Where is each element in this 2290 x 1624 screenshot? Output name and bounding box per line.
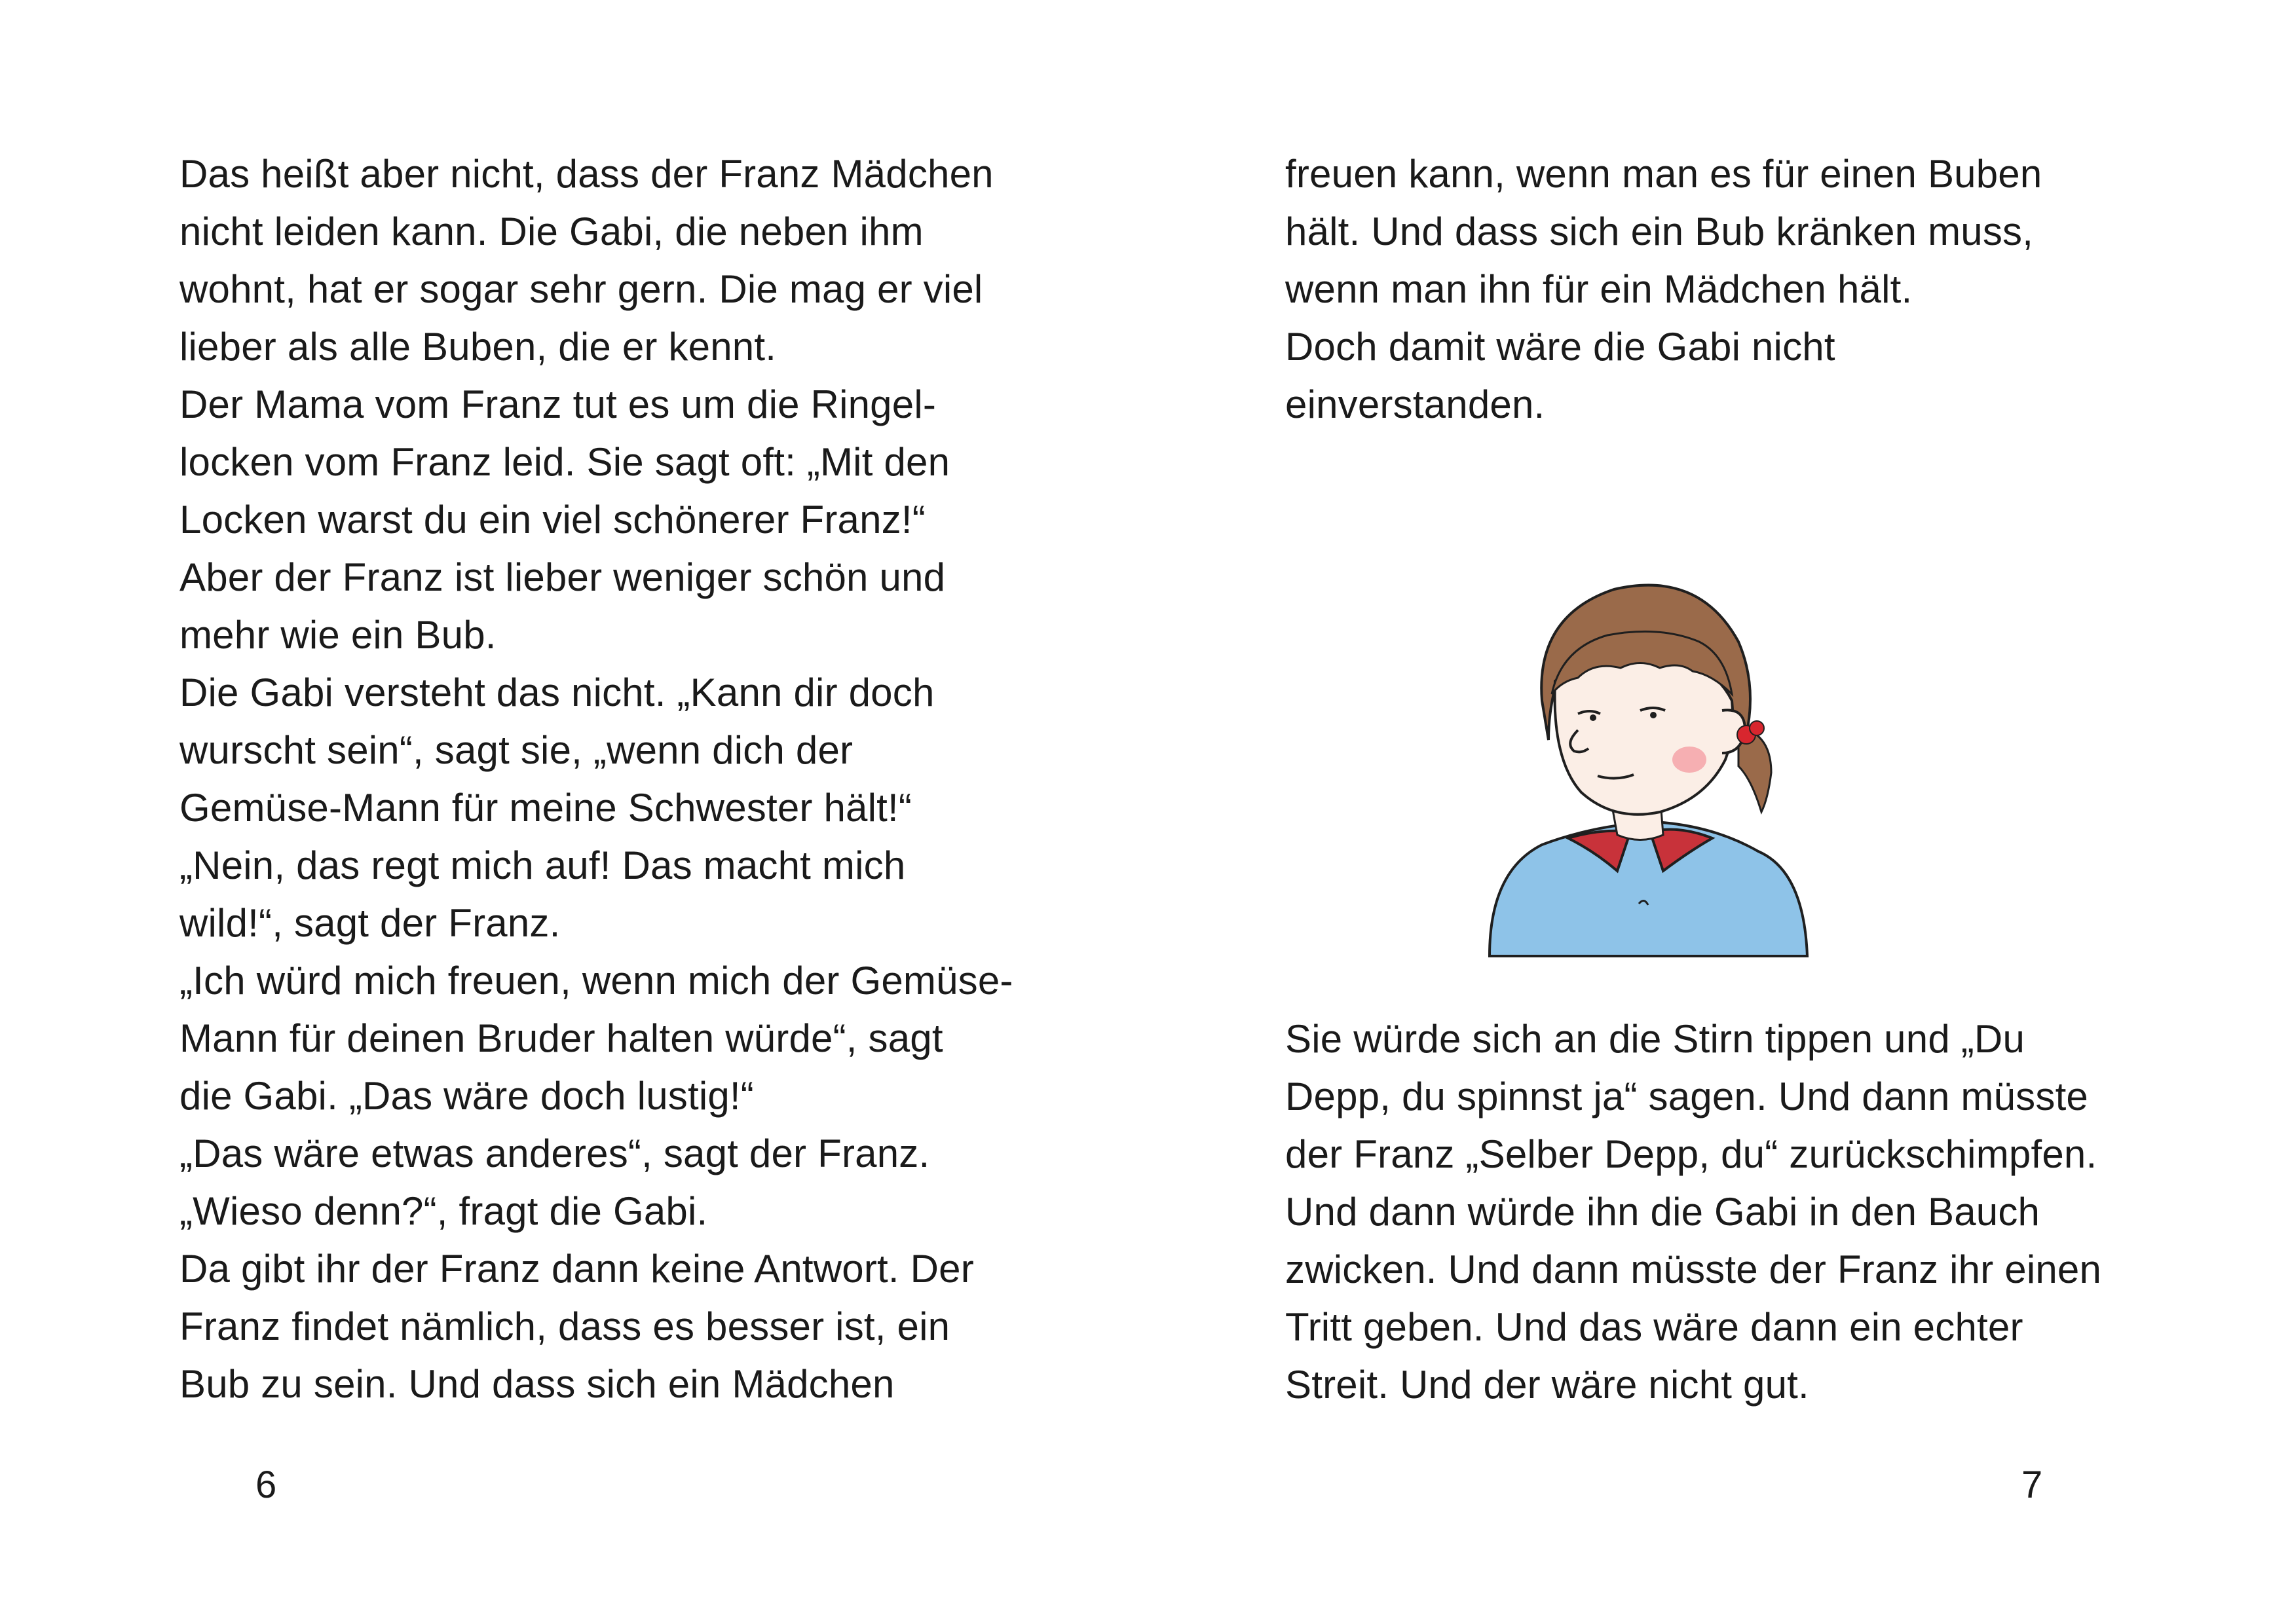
- text-line: Sie würde sich an die Stirn tippen und „Du: [1285, 1017, 2025, 1061]
- left-page-text: [179, 145, 1097, 1413]
- text-line: Und dann würde ihn die Gabi in den Bauch: [1285, 1190, 2040, 1234]
- hair-tie: [1750, 721, 1764, 735]
- page-number: 6: [255, 1464, 277, 1506]
- pupil-left: [1590, 714, 1596, 721]
- text-line: Tritt geben. Und das wäre dann ein echter: [1285, 1305, 2023, 1349]
- page-number: 7: [2021, 1464, 2043, 1506]
- text-line: Das heißt aber nicht, dass der Franz Mädchen: [179, 152, 994, 196]
- text-line: Bub zu sein. Und dass sich ein Mädchen: [179, 1362, 895, 1406]
- text-line: wild!“, sagt der Franz.: [179, 901, 561, 945]
- text-line: Da gibt ihr der Franz dann keine Antwort. Der: [179, 1247, 974, 1291]
- text-line: wenn man ihn für ein Mädchen hält.: [1285, 267, 1913, 311]
- text-line: Mann für deinen Bruder halten würde“, sagt: [179, 1016, 943, 1060]
- text-line: locken vom Franz leid. Sie sagt oft: „Mit den: [179, 440, 950, 484]
- text-line: wurscht sein“, sagt sie, „wenn dich der: [179, 728, 854, 772]
- text-line: Streit. Und der wäre nicht gut.: [1285, 1363, 1809, 1407]
- right-page: [1145, 0, 2290, 1624]
- text-line: lieber als alle Buben, die er kennt.: [179, 325, 777, 369]
- text-line: „Ich würd mich freuen, wenn mich der Gemüse-: [179, 959, 1013, 1003]
- text-line: freuen kann, wenn man es für einen Buben: [1285, 152, 2042, 196]
- text-line: der Franz „Selber Depp, du“ zurückschimpfen.: [1285, 1132, 2097, 1176]
- right-page-text-bottom: [1285, 1010, 2255, 1414]
- pupil-right: [1650, 712, 1657, 718]
- text-line: zwicken. Und dann müsste der Franz ihr einen: [1285, 1247, 2102, 1291]
- text-line: „Das wäre etwas anderes“, sagt der Franz.: [179, 1132, 930, 1175]
- face: [1555, 655, 1733, 815]
- text-line: einverstanden.: [1285, 382, 1545, 426]
- right-page-text-top: [1285, 145, 2215, 434]
- text-line: Die Gabi versteht das nicht. „Kann dir doch: [179, 671, 935, 714]
- text-line: Aber der Franz ist lieber weniger schön und: [179, 555, 946, 599]
- text-line: nicht leiden kann. Die Gabi, die neben ihm: [179, 210, 924, 253]
- text-line: Depp, du spinnst ja“ sagen. Und dann müsste: [1285, 1075, 2089, 1118]
- cheek: [1672, 747, 1706, 773]
- gabi-illustration: [1463, 563, 1843, 969]
- text-line: Locken warst du ein viel schönerer Franz!“: [179, 498, 926, 542]
- text-line: Franz findet nämlich, dass es besser ist, ein: [179, 1304, 950, 1348]
- text-line: Doch damit wäre die Gabi nicht: [1285, 325, 1835, 369]
- text-line: hält. Und dass sich ein Bub kränken muss,: [1285, 210, 2034, 253]
- sweater: [1490, 822, 1807, 956]
- text-line: mehr wie ein Bub.: [179, 613, 497, 657]
- text-line: „Nein, das regt mich auf! Das macht mich: [179, 843, 906, 887]
- text-line: Gemüse-Mann für meine Schwester hält!“: [179, 786, 912, 830]
- text-line: „Wieso denn?“, fragt die Gabi.: [179, 1189, 708, 1233]
- text-line: die Gabi. „Das wäre doch lustig!“: [179, 1074, 754, 1118]
- text-line: Der Mama vom Franz tut es um die Ringel-: [179, 382, 937, 426]
- text-line: wohnt, hat er sogar sehr gern. Die mag er viel: [179, 267, 983, 311]
